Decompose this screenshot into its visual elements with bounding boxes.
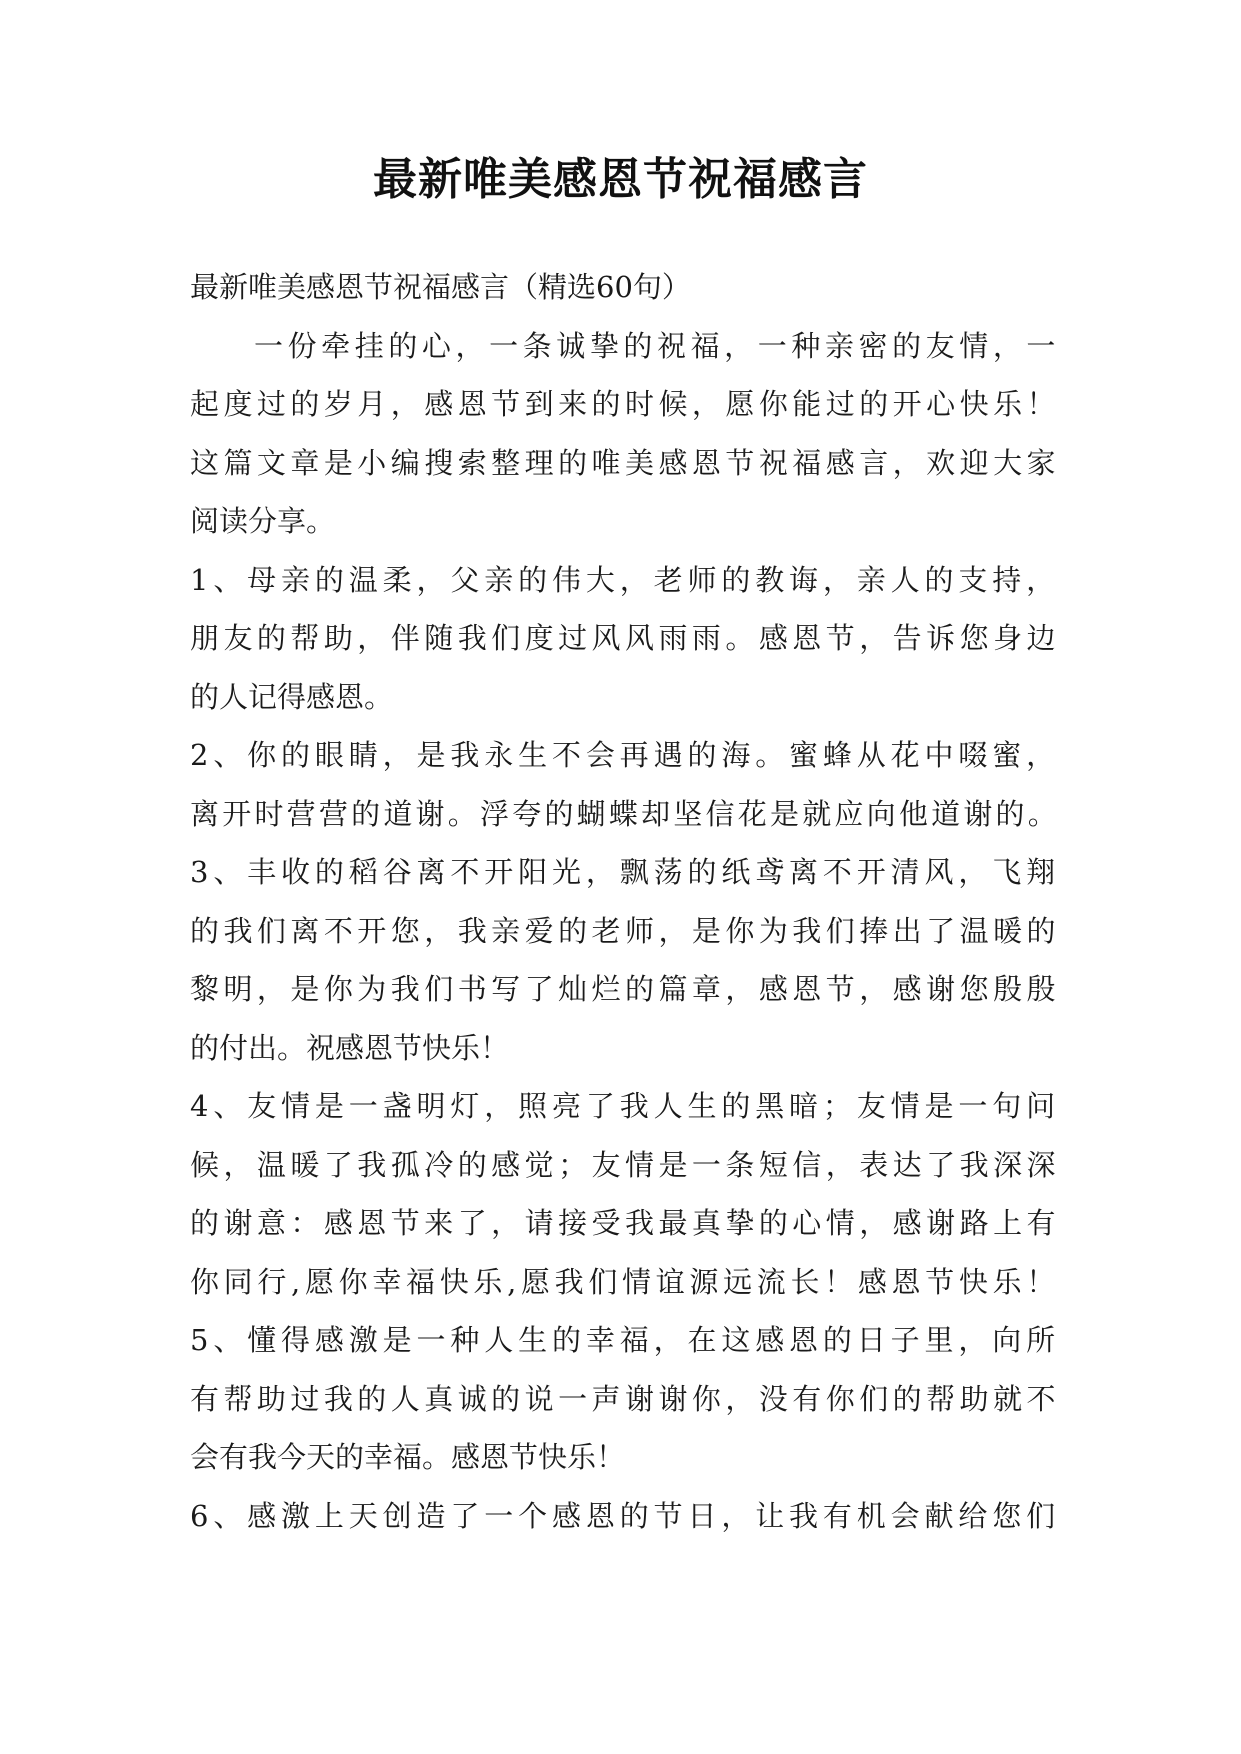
text-line: 阅读分享。 <box>190 504 336 538</box>
text-line: 朋友的帮助，伴随我们度过风风雨雨。感恩节，告诉您身边 <box>190 621 1060 655</box>
text-line: 有帮助过我的人真诚的说一声谢谢你，没有你们的帮助就不 <box>190 1381 1060 1416</box>
text-line: 的付出。祝感恩节快乐！ <box>190 1030 510 1065</box>
text-line: 你同行,愿你幸福快乐,愿我们情谊源远流长！感恩节快乐！ <box>190 1264 1060 1299</box>
text-line: 的谢意：感恩节来了，请接受我最真挚的心情，感谢路上有 <box>190 1206 1060 1240</box>
document-title: 最新唯美感恩节祝福感言 <box>373 154 868 205</box>
paragraph-lines <box>190 317 1060 1546</box>
text-line: 的我们离不开您，我亲爱的老师，是你为我们捧出了温暖的 <box>190 913 1060 948</box>
text-line: 的人记得感恩。 <box>190 679 394 714</box>
text-line: 这篇文章是小编搜索整理的唯美感恩节祝福感言，欢迎大家 <box>190 445 1060 480</box>
text-line: 3、丰收的稻谷离不开阳光，飘荡的纸鸢离不开清风，飞翔 <box>190 855 1060 889</box>
text-line: 5、懂得感激是一种人生的幸福，在这感恩的日子里，向所 <box>190 1323 1060 1357</box>
text-line: 1、母亲的温柔，父亲的伟大，老师的教诲，亲人的支持， <box>190 562 1060 597</box>
document-subtitle: 最新唯美感恩节祝福感言（精选60句） <box>190 270 691 304</box>
text-line: 起度过的岁月，感恩节到来的时候，愿你能过的开心快乐！ <box>190 387 1060 421</box>
text-line: 黎明，是你为我们书写了灿烂的篇章，感恩节，感谢您殷殷 <box>190 972 1060 1006</box>
text-line: 候，温暖了我孤冷的感觉；友情是一条短信，表达了我深深 <box>190 1147 1060 1182</box>
text-line: 2、你的眼睛，是我永生不会再遇的海。蜜蜂从花中啜蜜， <box>190 738 1060 772</box>
text-line: 离开时营营的道谢。浮夸的蝴蝶却坚信花是就应向他道谢的。 <box>190 796 1060 831</box>
text-line: 会有我今天的幸福。感恩节快乐！ <box>190 1440 626 1474</box>
text-line: 4、友情是一盏明灯，照亮了我人生的黑暗；友情是一句问 <box>190 1089 1060 1123</box>
text-line: 6、感激上天创造了一个感恩的节日，让我有机会献给您们 <box>190 1498 1060 1533</box>
text-line: 一份牵挂的心，一条诚挚的祝福，一种亲密的友情，一 <box>254 328 1060 363</box>
document-body <box>190 258 1060 1545</box>
